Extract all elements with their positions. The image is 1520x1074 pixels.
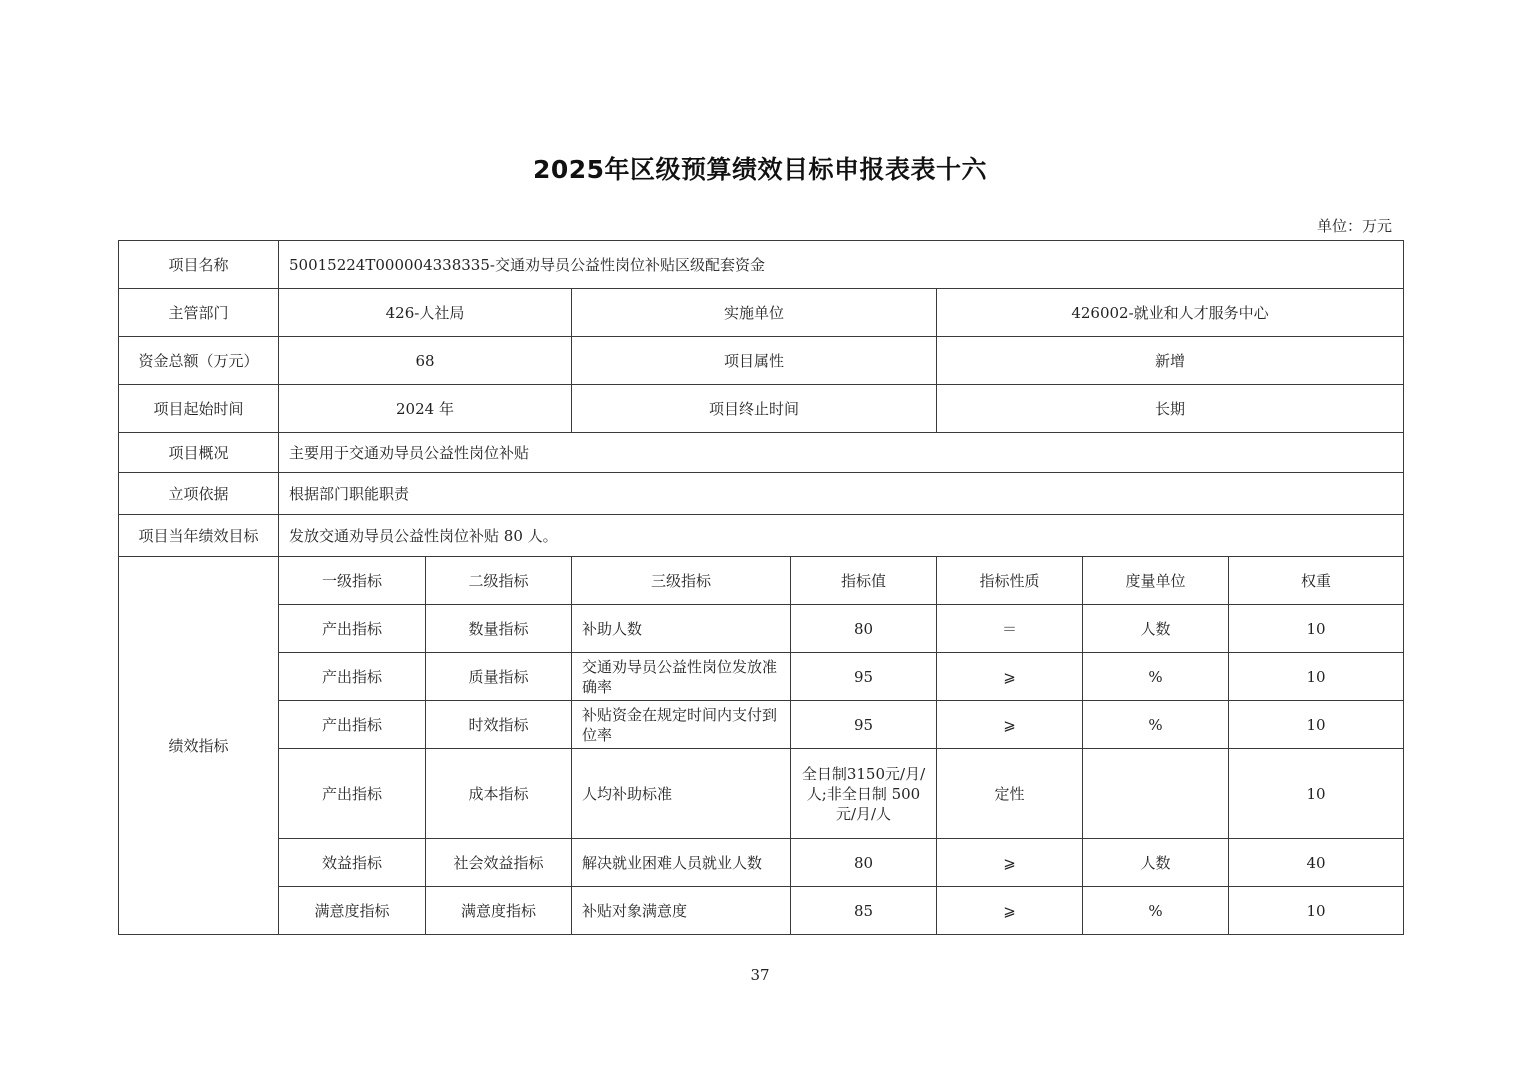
level2-cell: 数量指标 (426, 605, 572, 653)
value-implementing-unit: 426002-就业和人才服务中心 (937, 289, 1404, 337)
level2-cell: 社会效益指标 (426, 839, 572, 887)
value-end-time: 长期 (937, 385, 1404, 433)
unit-cell: 人数 (1083, 605, 1229, 653)
unit-cell (1083, 749, 1229, 839)
label-basis: 立项依据 (119, 473, 279, 515)
unit-note: 单位：万元 (1316, 217, 1392, 235)
header-value: 指标值 (791, 557, 937, 605)
value-start-time: 2024 年 (279, 385, 572, 433)
header-level2: 二级指标 (426, 557, 572, 605)
value-basis: 根据部门职能职责 (279, 473, 1404, 515)
value-department: 426-人社局 (279, 289, 572, 337)
nature-cell: ⩾ (937, 839, 1083, 887)
row-fund (119, 337, 1404, 385)
level1-cell: 产出指标 (279, 749, 426, 839)
level1-cell: 满意度指标 (279, 887, 426, 935)
header-level3: 三级指标 (572, 557, 791, 605)
label-project-attribute: 项目属性 (572, 337, 937, 385)
header-weight: 权重 (1229, 557, 1404, 605)
level1-cell: 产出指标 (279, 605, 426, 653)
nature-cell: ⩾ (937, 653, 1083, 701)
header-nature: 指标性质 (937, 557, 1083, 605)
unit-cell: % (1083, 887, 1229, 935)
row-basis (119, 473, 1404, 515)
header-level1: 一级指标 (279, 557, 426, 605)
weight-cell: 10 (1229, 605, 1404, 653)
row-goal (119, 515, 1404, 557)
row-department (119, 289, 1404, 337)
nature-cell: ＝ (937, 605, 1083, 653)
weight-cell: 10 (1229, 701, 1404, 749)
indicator-header-row (119, 557, 1404, 605)
level3-cell: 补贴资金在规定时间内支付到位率 (572, 701, 791, 749)
page-title: 2025年区级预算绩效目标申报表表十六 (532, 155, 988, 184)
indicator-row (119, 839, 1404, 887)
value-annual-goal: 发放交通劝导员公益性岗位补贴 80 人。 (279, 515, 1404, 557)
label-department: 主管部门 (119, 289, 279, 337)
level3-cell: 解决就业困难人员就业人数 (572, 839, 791, 887)
value-overview: 主要用于交通劝导员公益性岗位补贴 (279, 433, 1404, 473)
value-cell: 80 (791, 605, 937, 653)
weight-cell: 40 (1229, 839, 1404, 887)
header-unit: 度量单位 (1083, 557, 1229, 605)
label-fund-total: 资金总额（万元） (119, 337, 279, 385)
unit-cell: % (1083, 701, 1229, 749)
row-project-name (119, 241, 1404, 289)
nature-cell: ⩾ (937, 701, 1083, 749)
row-period (119, 385, 1404, 433)
level3-cell: 补助人数 (572, 605, 791, 653)
value-cell: 85 (791, 887, 937, 935)
level2-cell: 质量指标 (426, 653, 572, 701)
value-project-name: 50015224T000004338335-交通劝导员公益性岗位补贴区级配套资金 (279, 241, 1404, 289)
indicator-row (119, 749, 1404, 839)
row-overview (119, 433, 1404, 473)
indicator-row (119, 605, 1404, 653)
level1-cell: 产出指标 (279, 701, 426, 749)
value-cell: 全日制3150元/月/人;非全日制 500元/月/人 (791, 749, 937, 839)
value-cell: 80 (791, 839, 937, 887)
label-implementing-unit: 实施单位 (572, 289, 937, 337)
weight-cell: 10 (1229, 887, 1404, 935)
level3-cell: 补贴对象满意度 (572, 887, 791, 935)
nature-cell: ⩾ (937, 887, 1083, 935)
value-project-attribute: 新增 (937, 337, 1404, 385)
indicator-row (119, 701, 1404, 749)
nature-cell: 定性 (937, 749, 1083, 839)
label-project-name: 项目名称 (119, 241, 279, 289)
value-cell: 95 (791, 653, 937, 701)
performance-target-table (118, 240, 1404, 935)
level1-cell: 产出指标 (279, 653, 426, 701)
label-end-time: 项目终止时间 (572, 385, 937, 433)
label-annual-goal: 项目当年绩效目标 (119, 515, 279, 557)
indicator-row (119, 653, 1404, 701)
unit-cell: % (1083, 653, 1229, 701)
label-start-time: 项目起始时间 (119, 385, 279, 433)
label-overview: 项目概况 (119, 433, 279, 473)
level2-cell: 时效指标 (426, 701, 572, 749)
level3-cell: 人均补助标准 (572, 749, 791, 839)
indicator-row (119, 887, 1404, 935)
level3-cell: 交通劝导员公益性岗位发放准确率 (572, 653, 791, 701)
level2-cell: 满意度指标 (426, 887, 572, 935)
level1-cell: 效益指标 (279, 839, 426, 887)
value-cell: 95 (791, 701, 937, 749)
level2-cell: 成本指标 (426, 749, 572, 839)
unit-cell: 人数 (1083, 839, 1229, 887)
weight-cell: 10 (1229, 653, 1404, 701)
value-fund-total: 68 (279, 337, 572, 385)
label-indicators-section: 绩效指标 (119, 557, 279, 935)
weight-cell: 10 (1229, 749, 1404, 839)
page-number: 37 (750, 966, 770, 984)
